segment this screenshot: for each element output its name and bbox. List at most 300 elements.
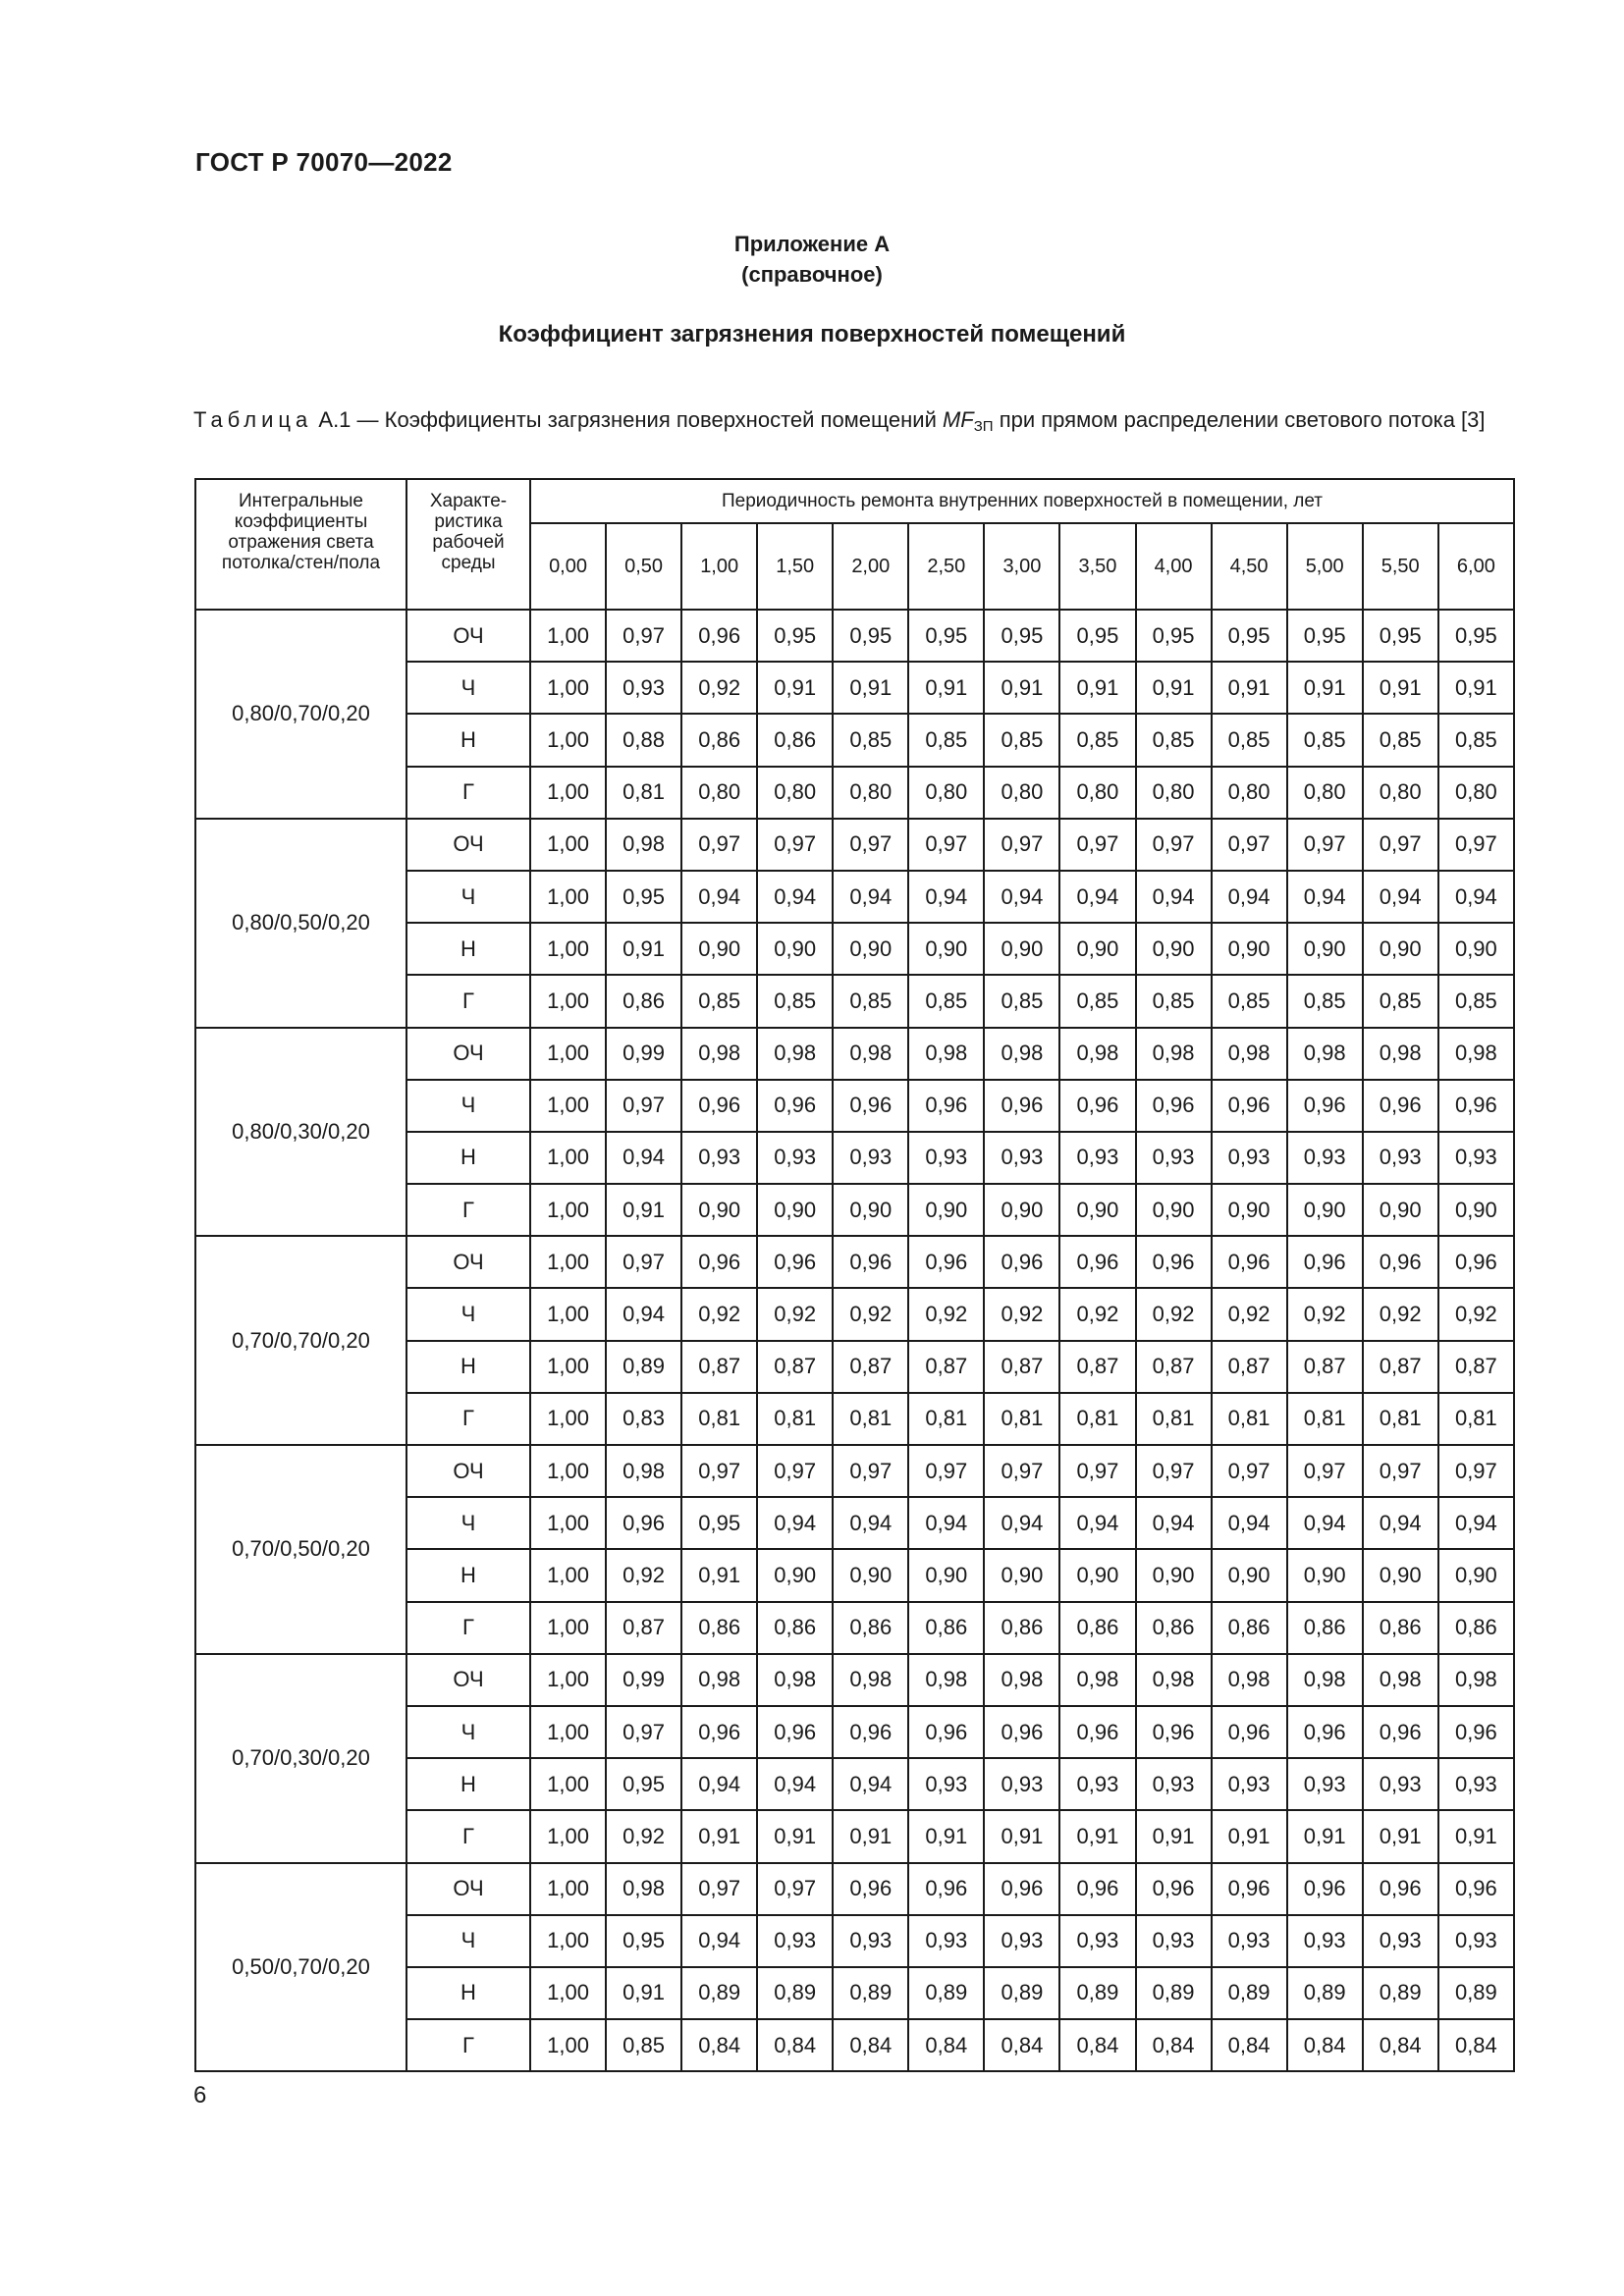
value-cell: 0,93 (1438, 1132, 1514, 1184)
value-cell: 0,95 (833, 610, 908, 662)
value-cell: 0,91 (1438, 662, 1514, 714)
value-cell: 0,95 (984, 610, 1059, 662)
value-cell: 0,93 (1136, 1132, 1212, 1184)
value-cell: 0,86 (833, 1602, 908, 1654)
value-cell: 0,85 (1059, 975, 1135, 1027)
header-year: 5,50 (1363, 523, 1438, 610)
value-cell: 0,80 (1136, 767, 1212, 819)
value-cell: 0,94 (1212, 1497, 1287, 1549)
value-cell: 0,94 (984, 1497, 1059, 1549)
document-code: ГОСТ Р 70070—2022 (195, 147, 453, 177)
environment-cell: Н (406, 1758, 530, 1810)
value-cell: 0,92 (681, 1288, 757, 1340)
environment-cell: Г (406, 1602, 530, 1654)
value-cell: 0,90 (1212, 923, 1287, 975)
reflection-coefficient-cell: 0,80/0,50/0,20 (195, 819, 406, 1028)
value-cell: 0,96 (606, 1497, 681, 1549)
value-cell: 1,00 (530, 662, 606, 714)
value-cell: 0,96 (757, 1080, 833, 1132)
header-year: 0,00 (530, 523, 606, 610)
value-cell: 0,94 (1136, 871, 1212, 923)
value-cell: 0,90 (984, 1549, 1059, 1601)
value-cell: 0,96 (833, 1080, 908, 1132)
value-cell: 0,86 (908, 1602, 984, 1654)
reflection-coefficient-cell: 0,80/0,70/0,20 (195, 610, 406, 819)
value-cell: 0,86 (1212, 1602, 1287, 1654)
value-cell: 0,96 (833, 1863, 908, 1915)
value-cell: 0,95 (606, 871, 681, 923)
value-cell: 0,84 (757, 2019, 833, 2071)
value-cell: 0,91 (757, 662, 833, 714)
value-cell: 0,96 (1438, 1236, 1514, 1288)
value-cell: 0,92 (1136, 1288, 1212, 1340)
value-cell: 0,93 (1059, 1915, 1135, 1967)
value-cell: 0,97 (1212, 819, 1287, 871)
value-cell: 0,84 (1363, 2019, 1438, 2071)
value-cell: 1,00 (530, 767, 606, 819)
value-cell: 0,98 (681, 1654, 757, 1706)
value-cell: 0,98 (1136, 1028, 1212, 1080)
value-cell: 0,95 (1363, 610, 1438, 662)
reflection-coefficient-cell: 0,80/0,30/0,20 (195, 1028, 406, 1237)
value-cell: 0,93 (908, 1758, 984, 1810)
appendix-type: (справочное) (741, 262, 883, 287)
value-cell: 0,90 (1212, 1549, 1287, 1601)
value-cell: 1,00 (530, 1184, 606, 1236)
reflection-coefficient-cell: 0,50/0,70/0,20 (195, 1863, 406, 2072)
value-cell: 0,96 (833, 1236, 908, 1288)
value-cell: 0,95 (908, 610, 984, 662)
value-cell: 0,95 (1287, 610, 1363, 662)
value-cell: 0,92 (1212, 1288, 1287, 1340)
value-cell: 0,81 (1438, 1393, 1514, 1445)
value-cell: 0,98 (1212, 1028, 1287, 1080)
value-cell: 0,96 (1438, 1706, 1514, 1758)
value-cell: 0,90 (833, 1549, 908, 1601)
value-cell: 1,00 (530, 1341, 606, 1393)
value-cell: 0,89 (1136, 1967, 1212, 2019)
value-cell: 0,97 (1212, 1445, 1287, 1497)
value-cell: 0,93 (1059, 1758, 1135, 1810)
value-cell: 0,91 (1136, 662, 1212, 714)
value-cell: 0,91 (757, 1810, 833, 1862)
value-cell: 0,87 (1438, 1341, 1514, 1393)
header-year: 1,50 (757, 523, 833, 610)
table-body (195, 610, 1514, 2071)
value-cell: 0,91 (1287, 662, 1363, 714)
value-cell: 0,85 (1136, 975, 1212, 1027)
value-cell: 0,90 (908, 1549, 984, 1601)
value-cell: 0,94 (1438, 1497, 1514, 1549)
value-cell: 0,91 (1059, 662, 1135, 714)
table-row (195, 1028, 1514, 1080)
value-cell: 0,93 (1212, 1915, 1287, 1967)
value-cell: 0,85 (1059, 714, 1135, 766)
value-cell: 0,86 (1136, 1602, 1212, 1654)
value-cell: 0,98 (606, 1445, 681, 1497)
value-cell: 0,81 (984, 1393, 1059, 1445)
value-cell: 0,94 (757, 871, 833, 923)
value-cell: 0,91 (681, 1810, 757, 1862)
caption-symbol: $MF_{ЗП}$ (942, 407, 994, 435)
value-cell: 0,96 (1438, 1080, 1514, 1132)
value-cell: 0,93 (1363, 1758, 1438, 1810)
value-cell: 0,93 (1287, 1132, 1363, 1184)
value-cell: 0,96 (1363, 1236, 1438, 1288)
value-cell: 0,90 (1059, 923, 1135, 975)
value-cell: 0,85 (1438, 975, 1514, 1027)
value-cell: 0,90 (1287, 1549, 1363, 1601)
value-cell: 0,99 (606, 1028, 681, 1080)
value-cell: 0,90 (1438, 1184, 1514, 1236)
header-year: 6,00 (1438, 523, 1514, 610)
value-cell: 0,96 (1363, 1080, 1438, 1132)
value-cell: 1,00 (530, 871, 606, 923)
value-cell: 0,93 (1136, 1915, 1212, 1967)
value-cell: 0,93 (1363, 1132, 1438, 1184)
value-cell: 0,80 (1212, 767, 1287, 819)
value-cell: 0,95 (606, 1758, 681, 1810)
value-cell: 1,00 (530, 1654, 606, 1706)
value-cell: 1,00 (530, 1915, 606, 1967)
value-cell: 0,81 (1059, 1393, 1135, 1445)
value-cell: 0,95 (1438, 610, 1514, 662)
value-cell: 1,00 (530, 923, 606, 975)
value-cell: 0,96 (908, 1706, 984, 1758)
value-cell: 0,97 (681, 1863, 757, 1915)
value-cell: 1,00 (530, 1132, 606, 1184)
value-cell: 1,00 (530, 1288, 606, 1340)
value-cell: 0,85 (1212, 714, 1287, 766)
environment-cell: Н (406, 1341, 530, 1393)
value-cell: 0,97 (1363, 1445, 1438, 1497)
value-cell: 0,93 (833, 1132, 908, 1184)
value-cell: 0,97 (833, 1445, 908, 1497)
value-cell: 0,81 (1136, 1393, 1212, 1445)
environment-cell: ОЧ (406, 1236, 530, 1288)
value-cell: 0,96 (1136, 1863, 1212, 1915)
value-cell: 0,91 (833, 1810, 908, 1862)
value-cell: 0,91 (1212, 662, 1287, 714)
value-cell: 0,97 (757, 1445, 833, 1497)
value-cell: 0,89 (984, 1967, 1059, 2019)
appendix-heading (0, 229, 1624, 290)
environment-cell: Ч (406, 662, 530, 714)
value-cell: 0,91 (1363, 662, 1438, 714)
caption-label: Таблица (193, 407, 313, 432)
table-row (195, 610, 1514, 662)
value-cell: 0,94 (833, 1758, 908, 1810)
environment-cell: Н (406, 1967, 530, 2019)
caption-text-before: — Коэффициенты загрязнения поверхностей помещений (351, 407, 943, 432)
value-cell: 0,98 (1438, 1654, 1514, 1706)
value-cell: 1,00 (530, 1080, 606, 1132)
value-cell: 1,00 (530, 1445, 606, 1497)
value-cell: 0,85 (833, 975, 908, 1027)
value-cell: 0,97 (984, 819, 1059, 871)
value-cell: 0,92 (984, 1288, 1059, 1340)
value-cell: 0,90 (1363, 1549, 1438, 1601)
value-cell: 1,00 (530, 610, 606, 662)
value-cell: 0,94 (1363, 1497, 1438, 1549)
value-cell: 0,96 (1212, 1236, 1287, 1288)
header-year: 3,50 (1059, 523, 1135, 610)
value-cell: 0,93 (606, 662, 681, 714)
value-cell: 0,86 (681, 714, 757, 766)
value-cell: 0,95 (1212, 610, 1287, 662)
value-cell: 0,96 (1059, 1863, 1135, 1915)
table-row (195, 1445, 1514, 1497)
value-cell: 0,89 (1438, 1967, 1514, 2019)
value-cell: 0,94 (908, 1497, 984, 1549)
value-cell: 0,85 (1363, 975, 1438, 1027)
value-cell: 0,98 (833, 1654, 908, 1706)
value-cell: 0,80 (833, 767, 908, 819)
value-cell: 0,91 (908, 662, 984, 714)
value-cell: 0,97 (757, 1863, 833, 1915)
value-cell: 0,81 (606, 767, 681, 819)
value-cell: 0,96 (1059, 1080, 1135, 1132)
value-cell: 0,93 (1059, 1132, 1135, 1184)
value-cell: 0,94 (681, 1758, 757, 1810)
value-cell: 1,00 (530, 819, 606, 871)
value-cell: 0,96 (1287, 1236, 1363, 1288)
value-cell: 0,96 (1059, 1706, 1135, 1758)
environment-cell: Н (406, 923, 530, 975)
value-cell: 0,97 (606, 1706, 681, 1758)
value-cell: 0,98 (833, 1028, 908, 1080)
value-cell: 0,81 (833, 1393, 908, 1445)
value-cell: 0,85 (681, 975, 757, 1027)
value-cell: 0,80 (908, 767, 984, 819)
value-cell: 0,97 (606, 610, 681, 662)
header-reflection-coefficients: Интегральные коэффициенты отражения света потолка/стен/пола (195, 479, 406, 610)
value-cell: 0,92 (833, 1288, 908, 1340)
header-year: 4,00 (1136, 523, 1212, 610)
value-cell: 0,96 (1212, 1080, 1287, 1132)
header-year: 4,50 (1212, 523, 1287, 610)
value-cell: 0,90 (1287, 1184, 1363, 1236)
environment-cell: Н (406, 1549, 530, 1601)
value-cell: 0,86 (1287, 1602, 1363, 1654)
value-cell: 0,96 (681, 1706, 757, 1758)
value-cell: 0,91 (1287, 1810, 1363, 1862)
value-cell: 0,89 (908, 1967, 984, 2019)
coefficient-table (194, 478, 1515, 2072)
value-cell: 0,80 (1438, 767, 1514, 819)
value-cell: 0,81 (681, 1393, 757, 1445)
value-cell: 0,84 (681, 2019, 757, 2071)
value-cell: 0,89 (606, 1341, 681, 1393)
value-cell: 1,00 (530, 1863, 606, 1915)
value-cell: 0,90 (1136, 1184, 1212, 1236)
value-cell: 0,92 (681, 662, 757, 714)
value-cell: 0,98 (984, 1654, 1059, 1706)
value-cell: 0,90 (984, 1184, 1059, 1236)
value-cell: 0,96 (1287, 1080, 1363, 1132)
environment-cell: Г (406, 767, 530, 819)
value-cell: 0,89 (833, 1967, 908, 2019)
value-cell: 0,97 (908, 819, 984, 871)
value-cell: 0,97 (833, 819, 908, 871)
environment-cell: Г (406, 1184, 530, 1236)
table-caption (193, 405, 1514, 441)
value-cell: 0,87 (833, 1341, 908, 1393)
value-cell: 0,98 (1059, 1028, 1135, 1080)
value-cell: 0,90 (833, 923, 908, 975)
environment-cell: ОЧ (406, 1028, 530, 1080)
value-cell: 0,98 (1287, 1654, 1363, 1706)
value-cell: 0,92 (908, 1288, 984, 1340)
value-cell: 0,87 (757, 1341, 833, 1393)
value-cell: 0,97 (1059, 819, 1135, 871)
value-cell: 0,96 (984, 1236, 1059, 1288)
value-cell: 0,86 (606, 975, 681, 1027)
value-cell: 0,85 (908, 714, 984, 766)
caption-text-after: при прямом распределении светового потока [3] (993, 407, 1486, 432)
value-cell: 0,87 (1136, 1341, 1212, 1393)
value-cell: 0,96 (1212, 1706, 1287, 1758)
value-cell: 1,00 (530, 1810, 606, 1862)
value-cell: 0,96 (908, 1863, 984, 1915)
value-cell: 0,94 (1059, 871, 1135, 923)
value-cell: 0,96 (681, 1080, 757, 1132)
environment-cell: Ч (406, 1915, 530, 1967)
value-cell: 0,97 (1059, 1445, 1135, 1497)
environment-cell: Н (406, 1132, 530, 1184)
value-cell: 0,98 (1287, 1028, 1363, 1080)
value-cell: 0,94 (757, 1758, 833, 1810)
value-cell: 0,96 (1136, 1236, 1212, 1288)
value-cell: 0,90 (1136, 923, 1212, 975)
value-cell: 0,87 (681, 1341, 757, 1393)
value-cell: 0,94 (606, 1288, 681, 1340)
value-cell: 0,98 (1363, 1028, 1438, 1080)
value-cell: 0,98 (606, 1863, 681, 1915)
value-cell: 0,81 (908, 1393, 984, 1445)
value-cell: 0,96 (1059, 1236, 1135, 1288)
table-row (195, 1863, 1514, 1915)
value-cell: 1,00 (530, 1028, 606, 1080)
value-cell: 0,98 (1363, 1654, 1438, 1706)
value-cell: 0,92 (606, 1549, 681, 1601)
value-cell: 0,97 (908, 1445, 984, 1497)
value-cell: 0,90 (1363, 1184, 1438, 1236)
value-cell: 0,81 (1212, 1393, 1287, 1445)
value-cell: 0,95 (681, 1497, 757, 1549)
value-cell: 0,90 (757, 1549, 833, 1601)
value-cell: 0,95 (606, 1915, 681, 1967)
value-cell: 0,97 (1287, 819, 1363, 871)
value-cell: 0,93 (757, 1132, 833, 1184)
environment-cell: Ч (406, 1706, 530, 1758)
value-cell: 0,96 (681, 1236, 757, 1288)
value-cell: 0,90 (1363, 923, 1438, 975)
value-cell: 0,86 (1059, 1602, 1135, 1654)
value-cell: 0,97 (606, 1080, 681, 1132)
value-cell: 0,96 (1287, 1706, 1363, 1758)
value-cell: 0,94 (984, 871, 1059, 923)
value-cell: 0,93 (1212, 1132, 1287, 1184)
value-cell: 0,81 (1363, 1393, 1438, 1445)
value-cell: 0,93 (757, 1915, 833, 1967)
value-cell: 0,93 (984, 1758, 1059, 1810)
value-cell: 0,85 (833, 714, 908, 766)
value-cell: 0,87 (1287, 1341, 1363, 1393)
value-cell: 0,97 (1136, 819, 1212, 871)
environment-cell: Г (406, 2019, 530, 2071)
value-cell: 0,96 (1136, 1706, 1212, 1758)
value-cell: 0,86 (1438, 1602, 1514, 1654)
value-cell: 0,97 (1438, 819, 1514, 871)
value-cell: 0,90 (1136, 1549, 1212, 1601)
value-cell: 0,96 (757, 1236, 833, 1288)
value-cell: 0,85 (1363, 714, 1438, 766)
value-cell: 0,86 (757, 714, 833, 766)
value-cell: 1,00 (530, 975, 606, 1027)
value-cell: 0,89 (1287, 1967, 1363, 2019)
value-cell: 0,98 (1136, 1654, 1212, 1706)
environment-cell: ОЧ (406, 1445, 530, 1497)
value-cell: 0,95 (757, 610, 833, 662)
value-cell: 0,96 (984, 1080, 1059, 1132)
value-cell: 0,83 (606, 1393, 681, 1445)
value-cell: 0,85 (757, 975, 833, 1027)
value-cell: 0,89 (1363, 1967, 1438, 2019)
value-cell: 0,84 (833, 2019, 908, 2071)
section-title: Коэффициент загрязнения поверхностей помещений (498, 321, 1126, 347)
value-cell: 0,84 (1287, 2019, 1363, 2071)
value-cell: 0,92 (757, 1288, 833, 1340)
value-cell: 0,87 (606, 1602, 681, 1654)
value-cell: 0,94 (1136, 1497, 1212, 1549)
value-cell: 0,91 (1212, 1810, 1287, 1862)
value-cell: 0,90 (1287, 923, 1363, 975)
value-cell: 0,98 (757, 1654, 833, 1706)
value-cell: 0,96 (908, 1236, 984, 1288)
value-cell: 0,91 (1438, 1810, 1514, 1862)
value-cell: 0,87 (984, 1341, 1059, 1393)
value-cell: 0,93 (984, 1915, 1059, 1967)
value-cell: 0,80 (1287, 767, 1363, 819)
header-period: Периодичность ремонта внутренних поверхностей в помещении, лет (530, 479, 1514, 523)
header-environment: Характе-ристика рабочей среды (406, 479, 530, 610)
value-cell: 0,91 (606, 923, 681, 975)
value-cell: 0,94 (757, 1497, 833, 1549)
value-cell: 1,00 (530, 1549, 606, 1601)
value-cell: 0,90 (1059, 1184, 1135, 1236)
value-cell: 0,94 (606, 1132, 681, 1184)
value-cell: 0,94 (1059, 1497, 1135, 1549)
value-cell: 0,93 (681, 1132, 757, 1184)
environment-cell: ОЧ (406, 819, 530, 871)
header-year: 5,00 (1287, 523, 1363, 610)
header-year: 2,00 (833, 523, 908, 610)
value-cell: 0,90 (1212, 1184, 1287, 1236)
value-cell: 0,96 (1438, 1863, 1514, 1915)
environment-cell: Н (406, 714, 530, 766)
value-cell: 0,93 (984, 1132, 1059, 1184)
value-cell: 0,97 (681, 1445, 757, 1497)
value-cell: 1,00 (530, 1236, 606, 1288)
header-year: 0,50 (606, 523, 681, 610)
environment-cell: Ч (406, 1497, 530, 1549)
value-cell: 0,91 (833, 662, 908, 714)
value-cell: 0,81 (1287, 1393, 1363, 1445)
environment-cell: ОЧ (406, 1863, 530, 1915)
value-cell: 0,92 (1438, 1288, 1514, 1340)
value-cell: 0,98 (606, 819, 681, 871)
